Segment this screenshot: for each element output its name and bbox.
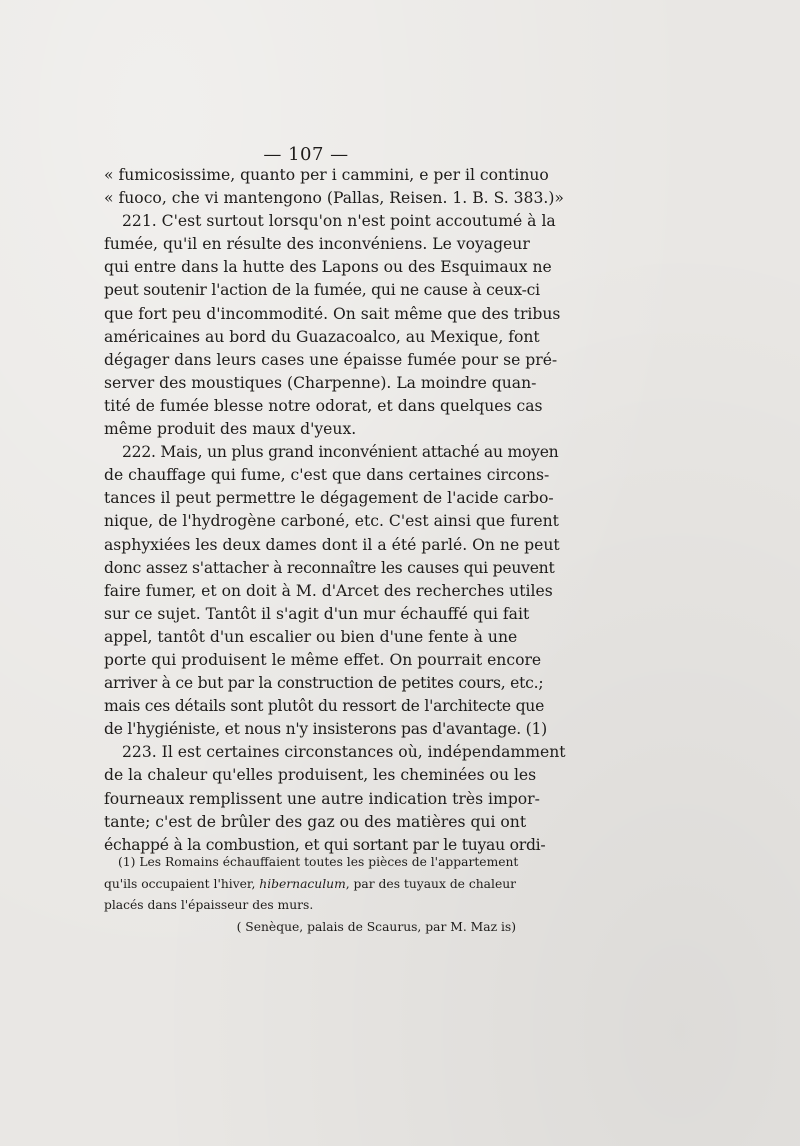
text-line: de la chaleur qu'elles produisent, les cheminées ou les	[104, 766, 537, 785]
text-line: porte qui produisent le même effet. On pourrait encore	[104, 650, 542, 669]
footnote-text: qu'ils occupaient l'hiver,	[104, 876, 260, 891]
text-line: peut soutenir l'action de la fumée, qui ne cause à ceux-ci	[104, 281, 540, 300]
footnote-line	[104, 874, 516, 896]
paragraph-221-start: 221. C'est surtout lorsqu'on n'est point accoutumé à la	[122, 212, 556, 231]
text-line: asphyxiées les deux dames dont il a été parlé. On ne peut	[104, 535, 560, 554]
text-line: échappé à la combustion, et qui sortant par le tuyau ordi-	[104, 835, 546, 854]
text-line: arriver à ce but par la construction de petites cours, etc.;	[104, 674, 544, 693]
paragraph-222-start: 222. Mais, un plus grand inconvénient attaché au moyen	[122, 443, 559, 462]
body-text	[104, 164, 566, 857]
footnote-line: placés dans l'épaisseur des murs.	[104, 898, 314, 912]
text-line: de chauffage qui fume, c'est que dans certaines circons-	[104, 466, 550, 485]
text-line: dégager dans leurs cases une épaisse fumée pour se pré-	[104, 350, 558, 369]
text-line: qui entre dans la hutte des Lapons ou des Esquimaux ne	[104, 258, 552, 277]
text-line: américaines au bord du Guazacoalco, au Mexique, font	[104, 327, 540, 346]
text-line: fourneaux remplissent une autre indication très impor-	[104, 789, 540, 808]
text-line: de l'hygiéniste, et nous n'y insisterons pas d'avantage. (1)	[104, 720, 548, 739]
footnote-source: ( Senèque, palais de Scaurus, par M. Maz is)	[236, 919, 516, 934]
footnote-latin-term: hibernaculum	[259, 876, 346, 891]
footnote-text: , par des tuyaux de chaleur	[345, 876, 517, 891]
text-line: appel, tantôt d'un escalier ou bien d'une fente à une	[104, 627, 518, 646]
text-line: « fuoco, che vi mantengono (Pallas, Reisen. 1. B. S. 383.)»	[104, 189, 564, 208]
text-line: sur ce sujet. Tantôt il s'agit d'un mur échauffé qui fait	[104, 604, 530, 623]
text-line: même produit des maux d'yeux.	[104, 420, 357, 439]
text-line: server des moustiques (Charpenne). La moindre quan-	[104, 373, 537, 392]
text-line: tité de fumée blesse notre odorat, et dans quelques cas	[104, 396, 543, 415]
text-line: tante; c'est de brûler des gaz ou des matières qui ont	[104, 812, 527, 831]
footnote-line: (1) Les Romains échauffaient toutes les pièces de l'appartement	[118, 855, 519, 869]
paragraph-223-start: 223. Il est certaines circonstances où, indépendamment	[122, 743, 566, 762]
text-line: « fumicosissime, quanto per i cammini, e per il continuo	[104, 166, 549, 184]
text-line: nique, de l'hydrogène carboné, etc. C'est ainsi que furent	[104, 512, 559, 531]
text-line: mais ces détails sont plutôt du ressort de l'architecte que	[104, 697, 545, 716]
text-line: que fort peu d'incommodité. On sait même que des tribus	[104, 304, 561, 323]
text-line: fumée, qu'il en résulte des inconvéniens. Le voyageur	[104, 235, 530, 254]
text-line: donc assez s'attacher à reconnaître les causes qui peuvent	[104, 558, 555, 577]
text-line: tances il peut permettre le dégagement de l'acide carbo-	[104, 489, 554, 508]
page-number: — 107 —	[263, 144, 349, 165]
text-line: faire fumer, et on doit à M. d'Arcet des recherches utiles	[104, 581, 553, 600]
footnote	[104, 852, 519, 938]
